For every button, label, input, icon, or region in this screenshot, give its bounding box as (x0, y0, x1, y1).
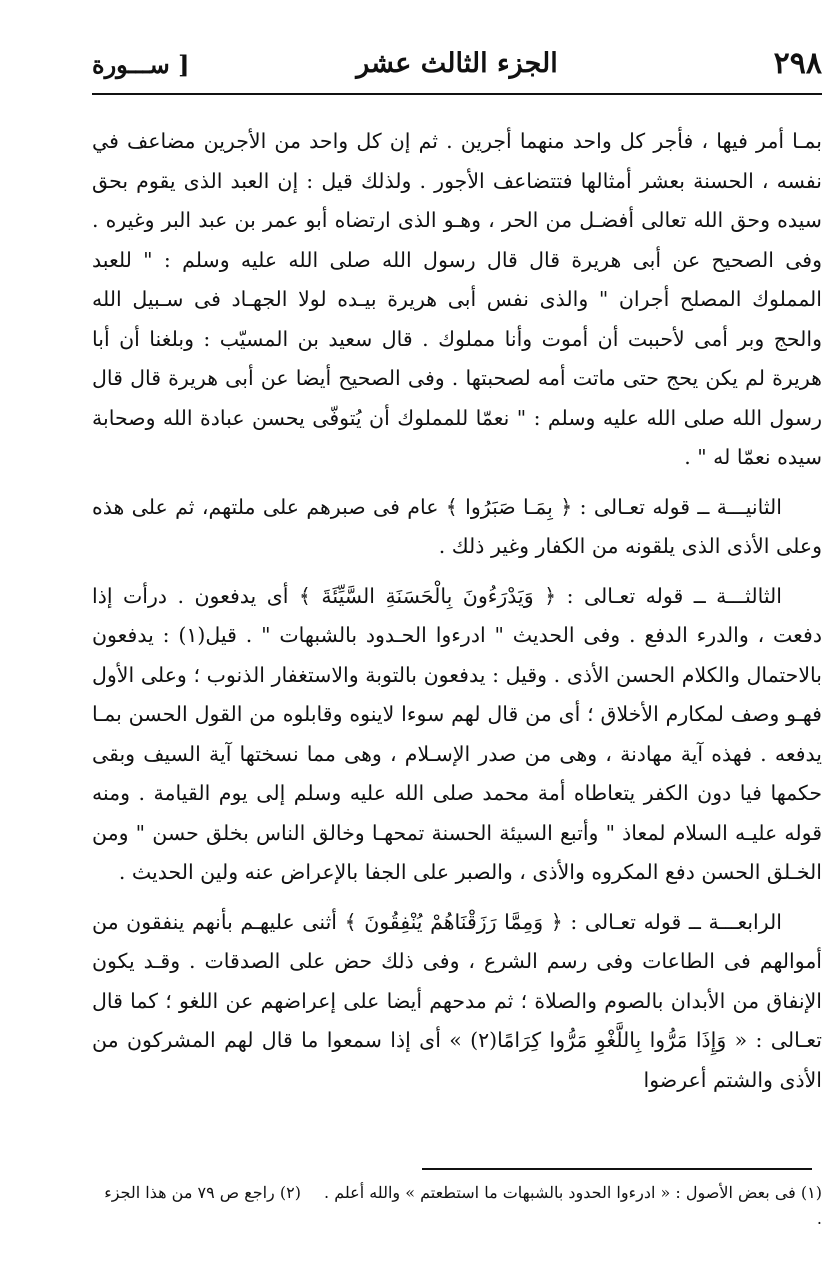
page-number: ٢٩٨ (773, 46, 822, 81)
paragraph-continuation: بمـا أمر فيها ، فأجر كل واحد منهما أجرين . ثم إن كل واحد من الأجرين مضاعف في نفسه ، الحسنة بعشر أمثالها فتتضاعف الأجور . ولذلك قيل : إن العبد الذى يقوم بحق سيده وحق الله تعالى أفضـل من الحر ، وهـو الذى ارتضاه أبو عمر بن عبد البر وغيره . وفى الصحيح عن أبى هريرة قال قال رسول الله صلى الله عليه وسلم : " للعبد المملوك المصلح أجران " والذى نفس أبى هريرة بيـده لولا الجهـاد فى سـبيل الله والحج وبر أمى لأحببت أن أموت وأنا مملوك . قال سعيد بن المسيّب : وبلغنا أن أبا هريرة لم يكن يحج حتى ماتت أمه لصحبتها . وفى الصحيح أيضا عن أبى هريرة قال قال رسول الله صلى الله عليه وسلم : " نعمّا للمملوك أن يُتوفّى يحسن عبادة الله وصحابة سيده نعمّا له " . (92, 129, 822, 469)
volume-title: الجزء الثالث عشر (356, 48, 558, 79)
paragraph-fourth-issue: الرابعـــة ــ قوله تعـالى : ﴿ وَمِمَّا رَزَقْنَاهُمْ يُنْفِقُونَ ﴾ أثنى عليهـم بأنهم ينفقون من أموالهم فى الطاعات وفى رسم الشرع ، وفى ذلك حض على الصدقات . وقـد يكون الإنفاق من الأبدان بالصوم والصلاة ؛ ثم مدحهم أيضا على إعراضهم عن اللغو ؛ كما قال تعـالى : « وَإِذَا مَرُّوا بِاللَّغْوِ مَرُّوا كِرَامًا(٢) » أى إذا سمعوا ما قال لهم المشركون من الأذى والشتم أعرضوا (92, 909, 822, 1092)
footnote-2: (٢) راجع ص ٧٩ من هذا الجزء . (104, 1183, 822, 1228)
paragraph-second-issue: الثانيـــة ــ قوله تعـالى : ﴿ بِمَـا صَبَرُوا ﴾ عام فى صبرهم على ملتهم، ثم على هذه وعلى الأذى الذى يلقونه من الكفار وغير ذلك . (92, 494, 822, 558)
sura-label: [ ســـورة (92, 50, 190, 79)
running-header (92, 40, 822, 92)
paragraph-third-issue: الثالثـــة ــ قوله تعـالى : ﴿ وَيَدْرَءُونَ بِالْحَسَنَةِ السَّيِّئَةَ ﴾ أى يدفعون . درأت إذا دفعت ، والدرء الدفع . وفى الحديث " ادرءوا الحـدود بالشبهات " . قيل(١) : يدفعون بالاحتمال والكلام الحسن الأذى . وقيل : يدفعون بالتوبة والاستغفار الذنوب ؛ وعلى الأول فهـو وصف لمكارم الأخلاق ؛ أى من قال لهم سوءا لاينوه وقابلوه من القول الحسن بمـا يدفعه . فهذه آية مهادنة ، وهى من صدر الإسـلام ، وهى مما نسختها آية السيف وبقى حكمها فيا دون الكفر يتعاطاه أمة محمد صلى الله عليه وسلم إلى يوم القيامة . ومنه قوله عليـه السلام لمعاذ " وأتبع السيئة الحسنة تمحهـا وخالق الناس بخلق حسن " ومن الخـلق الحسن دفع المكروه والأذى ، والصبر على الجفا بالإعراض عنه ولين الحديث . (92, 583, 822, 884)
footnote-divider (422, 1168, 812, 1170)
main-text (92, 122, 822, 1100)
footnote-1: (١) فى بعض الأصول : « ادرءوا الحدود بالشبهات ما استطعتم » والله أعلم . (324, 1183, 822, 1202)
footnotes (92, 1180, 822, 1232)
header-divider (92, 93, 822, 95)
